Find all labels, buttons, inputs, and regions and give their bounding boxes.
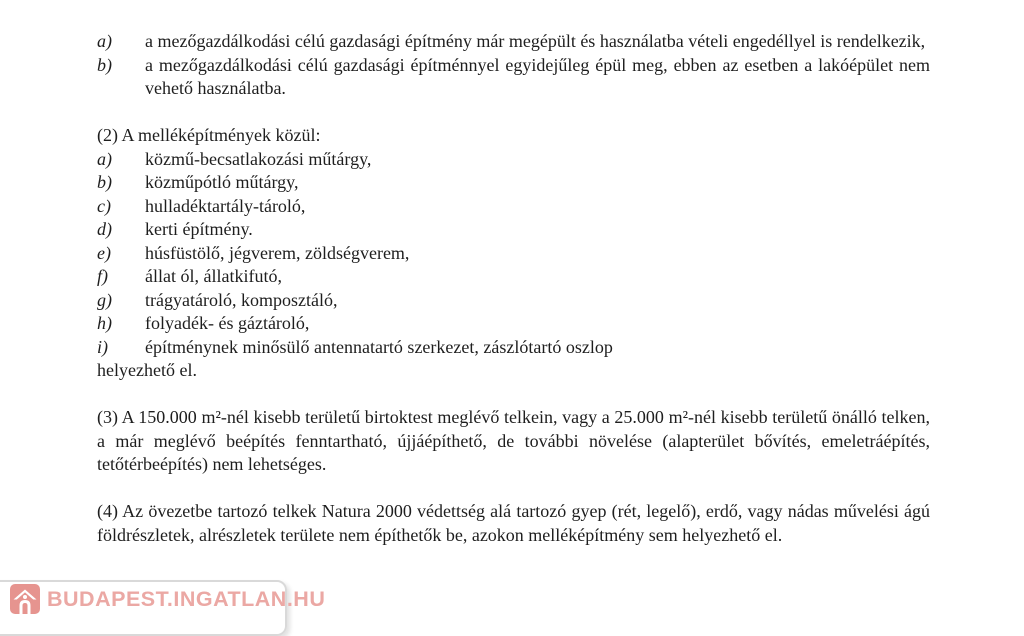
list-item-marker: e) [97,242,111,263]
list-item-marker: b) [97,54,112,75]
list-item-text: trágyatároló, komposztáló, [145,289,338,310]
list-item [97,148,930,172]
list-item-marker: d) [97,219,112,239]
list-item-marker: a) [97,148,112,169]
list-item-text: közmű-becsatlakozási műtárgy, [145,148,372,169]
list-item-marker: b) [97,172,112,192]
list-item [97,242,930,266]
list-item-text: állat ól, állatkifutó, [145,266,282,286]
list-item-marker: a) [97,31,112,51]
list-item-marker: f) [97,266,108,286]
blank-line [97,101,930,125]
list-item [97,195,930,219]
list-item [97,289,930,313]
list-item-marker: g) [97,289,112,310]
list-item-text: kerti építmény. [145,219,253,239]
house-icon [10,584,40,614]
closing-line: helyezhető el. [97,360,197,380]
list-item-text: a mezőgazdálkodási célú gazdasági építménnyel egyidejűleg épül meg, ebben az esetben a lakóépület nem vehető használatba. [145,54,930,98]
list-item-text: húsfüstölő, jégverem, zöldségverem, [145,242,410,263]
watermark [0,580,326,636]
blank-line [97,477,930,501]
list-item-text: folyadék- és gáztároló, [145,313,310,333]
list-item [97,171,930,195]
paragraph-3: (3) A 150.000 m²-nél kisebb területű birtoktest meglévő telkein, vagy a 25.000 m²-nél kisebb területű önálló telken, a már meglévő beépítés fenntartható, újjáépíthető, de további növelése (alapterület bővítés, emeletráépítés, tetőtérbeépítés) nem lehetséges. [97,407,930,474]
paragraph-4: (4) Az övezetbe tartozó telkek Natura 2000 védettség alá tartozó gyep (rét, legelő), erdő, vagy nádas művelési ágú földrészletek, alrészletek területe nem építhetők be, azokon melléképítmény sem helyezhető el. [97,501,930,545]
paragraph-2-heading: (2) A melléképítmények közül: [97,125,321,145]
list-item-marker: c) [97,195,111,216]
list-item-text: építménynek minősülő antennatartó szerkezet, zászlótartó oszlop [145,336,613,357]
watermark-label: BUDAPEST.INGATLAN.HU [47,587,326,611]
list-item-text: közműpótló műtárgy, [145,172,299,192]
list-item-marker: i) [97,336,108,357]
list-item [97,54,930,101]
list-item-text: a mezőgazdálkodási célú gazdasági építmény már megépült és használatba vételi engedéllyel is rendelkezik, [145,31,926,51]
list-item [97,30,930,54]
list-item [97,218,930,242]
list-item [97,265,930,289]
list-item-text: hulladéktartály-tároló, [145,195,306,216]
document-text [97,30,930,547]
blank-line [97,383,930,407]
list-item-marker: h) [97,313,112,333]
list-item [97,312,930,336]
list-item [97,336,930,360]
